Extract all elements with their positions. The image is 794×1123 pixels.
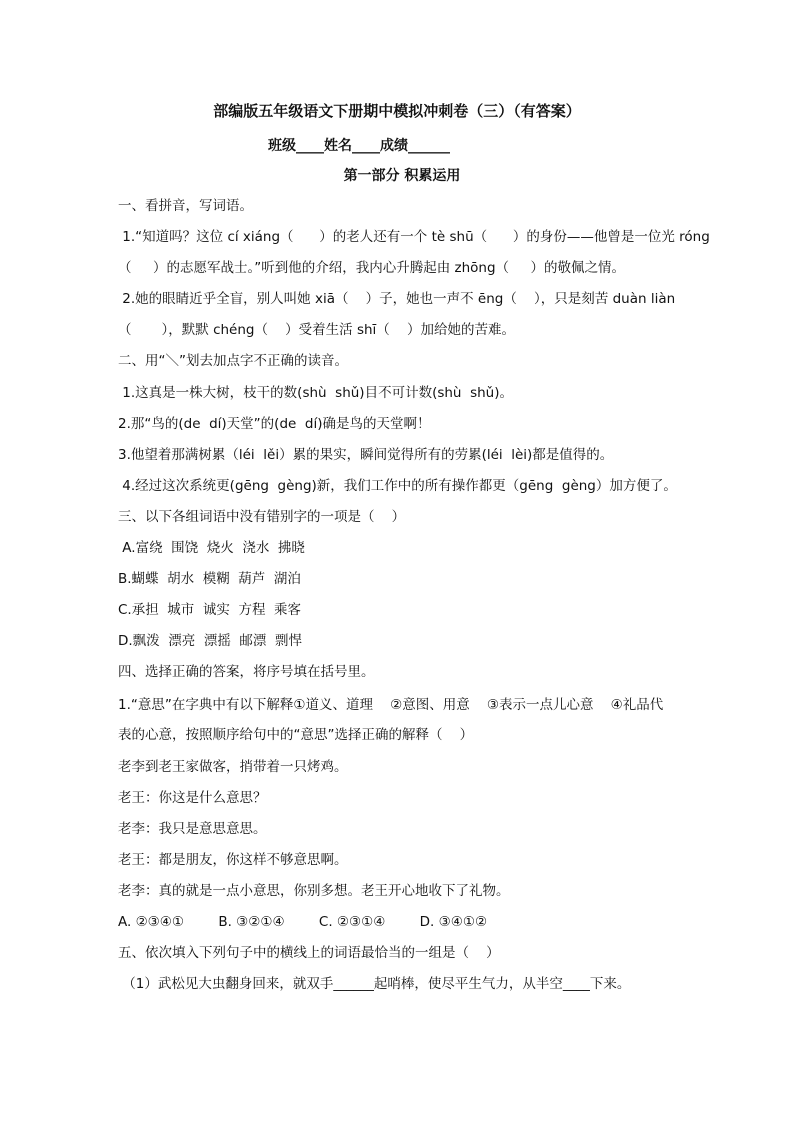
option-text: D.飘泼 漂亮 漂摇 邮漂 剽悍 [118, 633, 303, 649]
question-text: 表的心意，按照顺序给句中的“意思”选择正确的解释（ ） [118, 727, 474, 743]
question-text: 2.她的眼睛近乎全盲，别人叫她 xiā（ ）子，她也一声不 ēng（ ），只是刻苦 duàn liàn [118, 291, 676, 307]
option-text: B.蝴蝶 胡水 模糊 葫芦 湖泊 [118, 571, 301, 587]
question-text: 4.经过这次系统更(gēng gèng)新，我们工作中的所有操作都更（gēng gèng）加方便了。 [118, 478, 677, 494]
section-heading: 二、用“＼”划去加点字不正确的读音。 [118, 353, 348, 369]
section-heading: 一、看拼音，写词语。 [118, 198, 253, 214]
question-text: （ ）的志愿军战士。”听到他的介绍，我内心升腾起由 zhōng（ ）的敬佩之情。 [118, 260, 625, 276]
part-title: 第一部分 积累运用 [343, 168, 461, 184]
exam-title: 部编版五年级语文下册期中模拟冲刺卷（三）（有答案） [213, 102, 581, 120]
section-heading: 五、依次填入下列句子中的横线上的词语最恰当的一组是（ ） [118, 945, 500, 961]
question-text: 1.“知道吗？这位 cí xiáng（ ）的老人还有一个 tè shū（ ）的身份——他曾是一位光 róng [118, 229, 710, 245]
question-text: 1.这真是一株大树，枝干的数(shù shǔ)目不可计数(shù shǔ)。 [118, 385, 513, 401]
question-text: 3.他望着那满树累（léi lěi）累的果实，瞬间觉得所有的劳累(léi lèi)都是值得的。 [118, 447, 614, 463]
section-heading: 三、以下各组词语中没有错别字的一项是（ ） [118, 509, 406, 525]
answer-options: A. ②③④① B. ③②①④ C. ②③①④ D. ③④①② [118, 914, 488, 930]
dialogue-line: 老李：真的就是一点小意思，你别多想。老王开心地收下了礼物。 [118, 883, 510, 899]
option-text: C.承担 城市 诚实 方程 乘客 [118, 602, 302, 618]
dialogue-line: 老李：我只是意思意思。 [118, 821, 267, 837]
dialogue-line: 老王：你这是什么意思？ [118, 790, 267, 806]
student-info-line: 班级____姓名____成绩______ [268, 138, 450, 154]
dialogue-line: 老王：都是朋友，你这样不够意思啊。 [118, 852, 348, 868]
section-heading: 四、选择正确的答案，将序号填在括号里。 [118, 664, 375, 680]
question-text: （ ），默默 chéng（ ）受着生活 shī（ ）加给她的苦难。 [118, 322, 515, 338]
question-text: 1.“意思”在字典中有以下解释①道义、道理 ②意图、用意 ③表示一点儿心意 ④礼品代 [118, 697, 664, 713]
dialogue-line: 老李到老王家做客，捎带着一只烤鸡。 [118, 759, 348, 775]
question-text: 2.那“鸟的(de dí)天堂”的(de dí)确是鸟的天堂啊！ [118, 416, 431, 432]
question-text: （1）武松见大虫翻身回来，就双手______起哨棒，使尽平生气力，从半空____下来。 [118, 976, 631, 992]
option-text: A.富绕 围饶 烧火 浇水 拂晓 [118, 540, 305, 556]
